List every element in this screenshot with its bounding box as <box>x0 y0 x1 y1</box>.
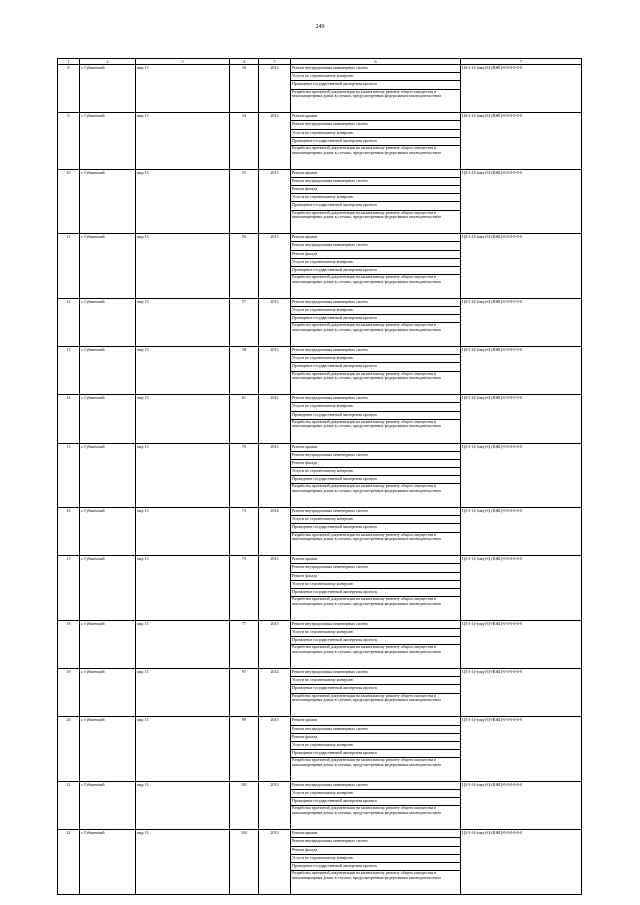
entry-number: 10 <box>58 169 80 234</box>
work-item-text: Разработка проектной документации на капитальному ремонту общего имущества в многоквартирных домах в случаях, предусмотренных федеральным законодательством <box>292 757 441 767</box>
work-item-text: Разработка проектной документации на капитальному ремонту общего имущества в многоквартирных домах в случаях, предусмотренных федеральным законодательством <box>292 210 441 220</box>
work-item-text: Ремонт крыши <box>292 556 318 562</box>
work-item-text: Разработка проектной документации на капитальному ремонту общего имущества в многоквартирных домах в случаях, предусмотренных федеральным законодательством <box>292 596 441 606</box>
header-cell: 4 <box>230 59 259 65</box>
work-item-text: Услуги по строительному контролю <box>292 790 354 796</box>
work-item <box>291 620 461 628</box>
work-item-text: Проведение государственной экспертизы проекта <box>292 476 377 482</box>
work-item-text: Разработка проектной документации на капитальному ремонту общего имущества в многоквартирных домах в случаях, предусмотренных федеральным законодательством <box>292 274 441 284</box>
entry-year: 2013 <box>259 556 291 621</box>
work-item-text: Ремонт внутридомовых инженерных систем <box>292 347 368 353</box>
entry-code: ЦЗ-3-14-(мку)-Ц-(КЖЦ-0-0-0-0-0-0 <box>461 65 582 113</box>
work-item-text: Ремонт внутридомовых инженерных систем <box>292 620 368 626</box>
work-item <box>291 781 461 789</box>
work-item-text: Ремонт внутридомовых инженерных систем <box>292 242 368 248</box>
table-row <box>58 395 582 403</box>
work-item <box>291 347 461 355</box>
entry-code: ЦЗ-3-14-(мку)-Ц-(КЖЦ-0-0-0-0-0-0 <box>461 781 582 829</box>
entry-year: 2013 <box>259 830 291 895</box>
work-item-text: Ремонт крыши <box>292 113 318 119</box>
entry-district: мкр 13 <box>136 620 230 668</box>
work-item <box>291 65 461 73</box>
entry-year: 2013 <box>259 234 291 299</box>
work-item-text: Ремонт внутридомовых инженерных систем <box>292 177 368 183</box>
work-item <box>291 629 461 637</box>
entry-house: 104 <box>230 830 259 895</box>
header-cell: 2 <box>80 59 136 65</box>
entry-code: ЦЗ-3-14-(мку)-Ц-(КЖЦ-0-0-0-0-0-0 <box>461 347 582 395</box>
work-item <box>291 266 461 274</box>
work-item <box>291 516 461 524</box>
work-item-text: Проведение государственной экспертизы проекта <box>292 202 377 208</box>
entry-house: 58 <box>230 347 259 395</box>
entry-city: г. Губкинский <box>80 508 136 556</box>
work-item-text: Услуги по строительному контролю <box>292 677 354 683</box>
work-item <box>291 645 461 669</box>
page-number: 249 <box>315 24 325 30</box>
table-row <box>58 169 582 177</box>
entry-code: ЦЗ-3-14-(мку)-Ц-(КЖЦ-0-0-0-0-0-0 <box>461 298 582 346</box>
entry-city: г. Губкинский <box>80 781 136 829</box>
work-item <box>291 371 461 395</box>
work-item <box>291 846 461 854</box>
entry-city: г. Губкинский <box>80 347 136 395</box>
entry-number: 19 <box>58 669 80 717</box>
work-item <box>291 242 461 250</box>
table-body <box>58 59 582 895</box>
work-item <box>291 637 461 645</box>
work-item <box>291 250 461 258</box>
entry-district: мкр 13 <box>136 717 230 782</box>
entry-city: г. Губкинский <box>80 669 136 717</box>
entry-number: 15 <box>58 443 80 508</box>
work-item <box>291 395 461 403</box>
entry-house: 99 <box>230 717 259 782</box>
entry-code: ЦЗ-3-14-(мку)-Ц-(КЖЦ-0-0-0-0-0-0 <box>461 830 582 895</box>
entry-house: 61 <box>230 395 259 443</box>
work-item-text: Ремонт внутридомовых инженерных систем <box>292 395 368 401</box>
entry-code: ЦЗ-3-14-(мку)-Ц-(КЖЦ-0-0-0-0-0-0 <box>461 443 582 508</box>
table-row <box>58 556 582 564</box>
work-item-text: Услуги по строительному контролю <box>292 629 354 635</box>
work-item-text: Ремонт внутридомовых инженерных систем <box>292 564 368 570</box>
work-item-text: Разработка проектной документации на капитальному ремонту общего имущества в многоквартирных домах в случаях, предусмотренных федеральным законодательством <box>292 532 441 542</box>
entry-city: г. Губкинский <box>80 169 136 234</box>
work-item-text: Разработка проектной документации на капитальному ремонту общего имущества в многоквартирных домах в случаях, предусмотренных федеральным законодательством <box>292 89 441 99</box>
table-row <box>58 830 582 838</box>
work-item <box>291 580 461 588</box>
work-item <box>291 508 461 516</box>
entry-district: мкр 13 <box>136 65 230 113</box>
entry-code: ЦЗ-3-14-(мку)-Ц-(КЖЦ-0-0-0-0-0-0 <box>461 234 582 299</box>
work-item-text: Ремонт крыши <box>292 234 318 240</box>
work-item <box>291 73 461 81</box>
work-item-text: Разработка проектной документации на капитальному ремонту общего имущества в многоквартирных домах в случаях, предусмотренных федеральным законодательством <box>292 322 441 333</box>
work-item-text: Ремонт фасада <box>292 572 318 578</box>
entry-city: г. Губкинский <box>80 65 136 113</box>
work-item-text: Разработка проектной документации на капитальному ремонту общего имущества в многоквартирных домах в случаях, предусмотренных федеральным законодательством <box>292 870 441 880</box>
work-item <box>291 113 461 121</box>
table-row <box>58 234 582 242</box>
entry-house: 50 <box>230 65 259 113</box>
work-item-text: Разработка проектной документации на капитальному ремонту общего имущества в многоквартирных домах в случаях, предусмотренных федеральным законодательством <box>292 371 441 381</box>
entry-code: ЦЗ-3-14-(мку)-Ц-(КЖЦ-0-0-0-0-0-0 <box>461 395 582 443</box>
work-item-text: Ремонт внутридомовых инженерных систем <box>292 781 368 787</box>
work-item <box>291 669 461 677</box>
work-item-text: Ремонт внутридомовых инженерных систем <box>292 838 368 844</box>
work-item <box>291 733 461 741</box>
work-item <box>291 129 461 137</box>
work-item-text: Разработка проектной документации на капитальному ремонту общего имущества в многоквартирных домах в случаях, предусмотренных федеральным законодательством <box>292 693 441 703</box>
work-item-text: Ремонт крыши <box>292 830 318 836</box>
work-item-text: Услуги по строительному контролю <box>292 258 354 264</box>
entry-city: г. Губкинский <box>80 298 136 346</box>
work-item <box>291 798 461 806</box>
work-item-text: Разработка проектной документации на капитальному ремонту общего имущества в многоквартирных домах в случаях, предусмотренных федеральным законодательством <box>292 644 441 655</box>
work-item <box>291 177 461 185</box>
header-cell: 1 <box>58 59 80 65</box>
table-row <box>58 508 582 516</box>
entry-house: 56 <box>230 234 259 299</box>
work-item <box>291 717 461 725</box>
table-row <box>58 669 582 677</box>
table-row <box>58 298 582 306</box>
work-item-text: Разработка проектной документации на капитальному ремонту общего имущества в многоквартирных домах в случаях, предусмотренных федеральным законодательством <box>292 805 441 816</box>
entry-district: мкр 13 <box>136 113 230 169</box>
work-item-text: Проведение государственной экспертизы проекта <box>292 685 377 691</box>
work-item <box>291 862 461 870</box>
entry-year: 2013 <box>259 717 291 782</box>
work-item <box>291 871 461 895</box>
work-item <box>291 323 461 347</box>
work-item <box>291 275 461 299</box>
entry-district: мкр 13 <box>136 234 230 299</box>
entry-year: 2013 <box>259 620 291 668</box>
entry-district: мкр 13 <box>136 830 230 895</box>
work-item-text: Услуги по строительному контролю <box>292 741 354 747</box>
work-item-text: Проведение государственной экспертизы проекта <box>292 411 377 417</box>
work-item-text: Ремонт фасада <box>292 846 318 852</box>
entry-code: ЦЗ-3-14-(мку)-Ц-(КЖЦ-0-0-0-0-0-0 <box>461 620 582 668</box>
entry-house: 101 <box>230 781 259 829</box>
work-item-text: Проведение государственной экспертизы проекта <box>292 81 377 87</box>
work-item-text: Ремонт крыши <box>292 443 318 449</box>
work-item-text: Разработка проектной документации на капитальному ремонту общего имущества в многоквартирных домах в случаях, предусмотренных федеральным законодательством <box>292 483 441 494</box>
entry-code: ЦЗ-3-14-(мку)-Ц-(КЖЦ-0-0-0-0-0-0 <box>461 556 582 621</box>
work-item-text: Проведение государственной экспертизы проекта <box>292 315 377 321</box>
work-item <box>291 725 461 733</box>
work-item-text: Ремонт внутридомовых инженерных систем <box>292 508 368 514</box>
entry-district: мкр 13 <box>136 347 230 395</box>
work-item-text: Ремонт внутридомовых инженерных систем <box>292 121 368 127</box>
work-item <box>291 419 461 443</box>
work-item-text: Услуги по строительному контролю <box>292 580 354 586</box>
entry-number: 16 <box>58 508 80 556</box>
entry-code: ЦЗ-3-14-(мку)-Ц-(КЖЦ-0-0-0-0-0-0 <box>461 508 582 556</box>
work-item <box>291 234 461 242</box>
work-item-text: Ремонт фасада <box>292 459 318 465</box>
work-item-text: Ремонт внутридомовых инженерных систем <box>292 65 368 70</box>
work-item <box>291 758 461 782</box>
table-row <box>58 347 582 355</box>
work-item <box>291 298 461 306</box>
work-item <box>291 403 461 411</box>
work-item-text: Проведение государственной экспертизы проекта <box>292 798 377 804</box>
work-item-text: Ремонт внутридомовых инженерных систем <box>292 669 368 675</box>
entry-district: мкр 13 <box>136 169 230 234</box>
entry-number: 12 <box>58 298 80 346</box>
entry-number: 11 <box>58 234 80 299</box>
work-item-text: Проведение государственной экспертизы проекта <box>292 750 377 756</box>
entry-year: 2013 <box>259 169 291 234</box>
work-item-text: Услуги по строительному контролю <box>292 355 354 361</box>
work-item <box>291 685 461 693</box>
work-item <box>291 169 461 177</box>
entry-number: 13 <box>58 347 80 395</box>
entry-year: 2013 <box>259 443 291 508</box>
entry-code: ЦЗ-3-14-(мку)-Ц-(КЖЦ-0-0-0-0-0-0 <box>461 717 582 782</box>
table-row <box>58 113 582 121</box>
work-item <box>291 468 461 476</box>
work-item <box>291 476 461 484</box>
table-row <box>58 620 582 628</box>
entry-year: 2013 <box>259 113 291 169</box>
work-item <box>291 564 461 572</box>
entry-number: 18 <box>58 620 80 668</box>
entry-house: 54 <box>230 113 259 169</box>
work-item-text: Проведение государственной экспертизы проекта <box>292 637 377 643</box>
work-item <box>291 597 461 621</box>
work-item <box>291 145 461 169</box>
entry-district: мкр 13 <box>136 781 230 829</box>
work-item <box>291 89 461 113</box>
work-item-text: Ремонт фасада <box>292 733 318 739</box>
work-item-text: Разработка проектной документации на капитальному ремонту общего имущества в многоквартирных домах в случаях, предусмотренных федеральным законодательством <box>292 419 441 429</box>
entry-year: 2014 <box>259 669 291 717</box>
entry-city: г. Губкинский <box>80 113 136 169</box>
work-item-text: Проведение государственной экспертизы проекта <box>292 266 377 272</box>
work-item-text: Услуги по строительному контролю <box>292 403 354 409</box>
work-item <box>291 838 461 846</box>
work-item-text: Услуги по строительному контролю <box>292 306 354 312</box>
entry-house: 97 <box>230 669 259 717</box>
entry-number: 22 <box>58 830 80 895</box>
work-schedule-table <box>57 58 582 895</box>
work-item <box>291 355 461 363</box>
entry-house: 57 <box>230 298 259 346</box>
work-item <box>291 258 461 266</box>
entry-house: 70 <box>230 443 259 508</box>
table-row <box>58 781 582 789</box>
entry-number: 17 <box>58 556 80 621</box>
work-item <box>291 854 461 862</box>
table-row <box>58 717 582 725</box>
work-item-text: Разработка проектной документации на капитальному ремонту общего имущества в многоквартирных домах в случаях, предусмотренных федеральным законодательством <box>292 145 441 155</box>
entry-city: г. Губкинский <box>80 556 136 621</box>
work-item <box>291 830 461 838</box>
work-item <box>291 202 461 210</box>
entry-year: 2013 <box>259 298 291 346</box>
entry-house: 77 <box>230 620 259 668</box>
entry-district: мкр 13 <box>136 395 230 443</box>
entry-year: 2012 <box>259 395 291 443</box>
entry-number: 20 <box>58 717 80 782</box>
entry-year: 2013 <box>259 347 291 395</box>
work-item <box>291 306 461 314</box>
work-item <box>291 741 461 749</box>
entry-city: г. Губкинский <box>80 830 136 895</box>
work-item-text: Услуги по строительному контролю <box>292 129 354 135</box>
work-item <box>291 484 461 508</box>
entry-district: мкр 13 <box>136 298 230 346</box>
entry-number: 14 <box>58 395 80 443</box>
entry-code: ЦЗ-3-14-(мку)-Ц-(КЖЦ-0-0-0-0-0-0 <box>461 113 582 169</box>
work-item <box>291 677 461 685</box>
work-item-text: Услуги по строительному контролю <box>292 468 354 474</box>
entry-district: мкр 13 <box>136 443 230 508</box>
header-cell: 3 <box>136 59 230 65</box>
work-item-text: Услуги по строительному контролю <box>292 516 354 522</box>
entry-district: мкр 13 <box>136 669 230 717</box>
entry-district: мкр 13 <box>136 508 230 556</box>
work-item-text: Услуги по строительному контролю <box>292 194 354 200</box>
work-item <box>291 556 461 564</box>
work-item-text: Проведение государственной экспертизы проекта <box>292 363 377 369</box>
work-item <box>291 693 461 717</box>
entry-city: г. Губкинский <box>80 443 136 508</box>
work-item-text: Ремонт фасада <box>292 250 318 256</box>
entry-city: г. Губкинский <box>80 395 136 443</box>
work-item <box>291 589 461 597</box>
work-item <box>291 459 461 467</box>
entry-number: 9 <box>58 113 80 169</box>
work-item <box>291 315 461 323</box>
work-item-text: Ремонт крыши <box>292 717 318 723</box>
work-item <box>291 790 461 798</box>
work-item <box>291 750 461 758</box>
work-item-text: Ремонт крыши <box>292 169 318 175</box>
entry-number: 21 <box>58 781 80 829</box>
entry-house: 55 <box>230 169 259 234</box>
work-item-text: Услуги по строительному контролю <box>292 73 354 79</box>
entry-city: г. Губкинский <box>80 717 136 782</box>
work-item <box>291 443 461 451</box>
entry-house: 75 <box>230 556 259 621</box>
work-item <box>291 532 461 556</box>
work-item <box>291 210 461 234</box>
entry-number: 8 <box>58 65 80 113</box>
entry-code: ЦЗ-3-14-(мку)-Ц-(КЖЦ-0-0-0-0-0-0 <box>461 669 582 717</box>
work-item-text: Ремонт внутридомовых инженерных систем <box>292 298 368 304</box>
work-item-text: Ремонт фасада <box>292 185 318 191</box>
entry-year: 2013 <box>259 781 291 829</box>
work-item <box>291 363 461 371</box>
header-cell: 7 <box>461 59 582 65</box>
work-item <box>291 806 461 830</box>
entry-code: ЦЗ-3-14-(мку)-Ц-(КЖЦ-0-0-0-0-0-0 <box>461 169 582 234</box>
entry-house: 73 <box>230 508 259 556</box>
entry-district: мкр 13 <box>136 556 230 621</box>
entry-year: 2013 <box>259 65 291 113</box>
work-item-text: Ремонт внутридомовых инженерных систем <box>292 451 368 457</box>
entry-year: 2014 <box>259 508 291 556</box>
work-item <box>291 524 461 532</box>
work-item-text: Проведение государственной экспертизы проекта <box>292 589 377 594</box>
work-item-text: Проведение государственной экспертизы проекта <box>292 862 377 868</box>
work-item <box>291 137 461 145</box>
table-row <box>58 65 582 73</box>
work-item <box>291 411 461 419</box>
work-item <box>291 451 461 459</box>
work-item <box>291 572 461 580</box>
work-item <box>291 194 461 202</box>
entry-city: г. Губкинский <box>80 620 136 668</box>
work-item-text: Проведение государственной экспертизы проекта <box>292 524 377 530</box>
work-item-text: Ремонт внутридомовых инженерных систем <box>292 725 368 731</box>
header-cell: 5 <box>259 59 291 65</box>
work-item <box>291 121 461 129</box>
header-cell: 6 <box>291 59 461 65</box>
work-item-text: Услуги по строительному контролю <box>292 854 354 860</box>
work-item <box>291 81 461 89</box>
work-item <box>291 185 461 193</box>
entry-city: г. Губкинский <box>80 234 136 299</box>
work-item-text: Проведение государственной экспертизы проекта <box>292 137 377 143</box>
table-row <box>58 443 582 451</box>
